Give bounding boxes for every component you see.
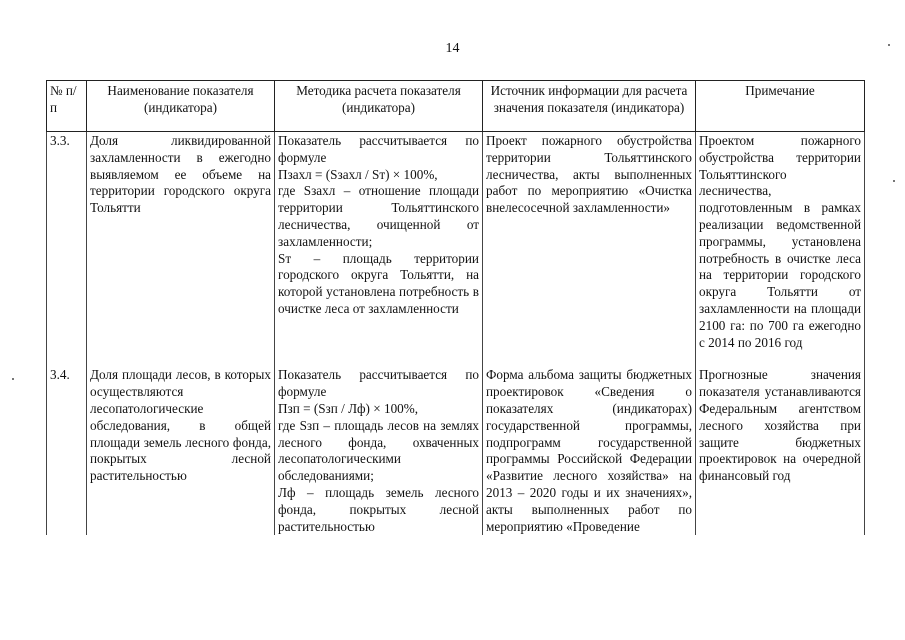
method-formula: Пзахл = (Sзахл / Sт) × 100%, <box>278 166 438 182</box>
header-method: Методика расчета показателя (индикатора) <box>275 81 483 132</box>
method-line: где Sзахл – отношение площади территории Тольяттинского лесничества, очищенной от захламленности; <box>278 183 479 249</box>
method-line: где Sзп – площадь лесов на землях лесного фонда, охваченных лесопатологическими обследованиями; <box>278 417 479 484</box>
indicator-name: Доля площади лесов, в которых осуществляются лесопатологические обследования, в общей площади земель лесного фонда, покрытых лесной растительностью <box>87 351 275 535</box>
note: Прогнозные значения показателя устанавливаются Федеральным агентством лесного хозяйства при защите бюджетных проектировок на очередной финансовый год <box>696 351 865 535</box>
note: Проектом пожарного обустройства территории Тольяттинского лесничества, подготовленным в рамках реализации ведомственной программы, установлена потребность в очистке леса на территории городского округа Тольятти от захламленности на площади 2100 га: по 700 га ежегодно с 2014 по 2016 год <box>696 132 865 352</box>
information-source: Форма альбома защиты бюджетных проектировок «Сведения о показателях (индикаторах) государственной программы, подпрограмм государственной программы Российской Федерации «Развитие лесного хозяйства» на 2013 – 2020 годы и их значениях», акты выполненных работ по мероприятию «Проведение <box>483 351 696 535</box>
method-line: Sт – площадь территории городского округа Тольятти, на которой установлена потребность в очистке леса от захламленности <box>278 250 479 316</box>
method-formula: Пзп = (Sзп / Лф) × 100%, <box>278 400 419 416</box>
method-line: Лф – площадь земель лесного фонда, покрытых лесной растительностью <box>278 484 479 534</box>
page-number: 14 <box>445 41 460 56</box>
row-number: 3.3. <box>47 132 87 352</box>
row-number: 3.4. <box>47 351 87 535</box>
information-source: Проект пожарного обустройства территории Тольяттинского лесничества, акты выполненных работ по мероприятию «Очистка внелесосечной захламленности» <box>483 132 696 352</box>
scan-speck <box>893 180 895 182</box>
calculation-method <box>275 351 483 535</box>
table-row <box>47 351 865 535</box>
indicators-table <box>46 80 865 535</box>
table-header-row <box>47 81 865 132</box>
header-num: № п/п <box>47 81 87 132</box>
method-line: Показатель рассчитывается по формуле <box>278 367 479 400</box>
header-source: Источник информации для расчета значения показателя (индикатора) <box>483 81 696 132</box>
scan-speck <box>12 378 14 380</box>
scan-speck <box>888 44 890 46</box>
header-name: Наименование показателя (индикатора) <box>87 81 275 132</box>
method-line: Показатель рассчитывается по формуле <box>278 133 479 165</box>
table-row <box>47 132 865 352</box>
calculation-method <box>275 132 483 352</box>
indicator-name: Доля ликвидированной захламленности в ежегодно выявляемом ее объеме на территории городского округа Тольятти <box>87 132 275 352</box>
header-note: Примечание <box>696 81 865 132</box>
